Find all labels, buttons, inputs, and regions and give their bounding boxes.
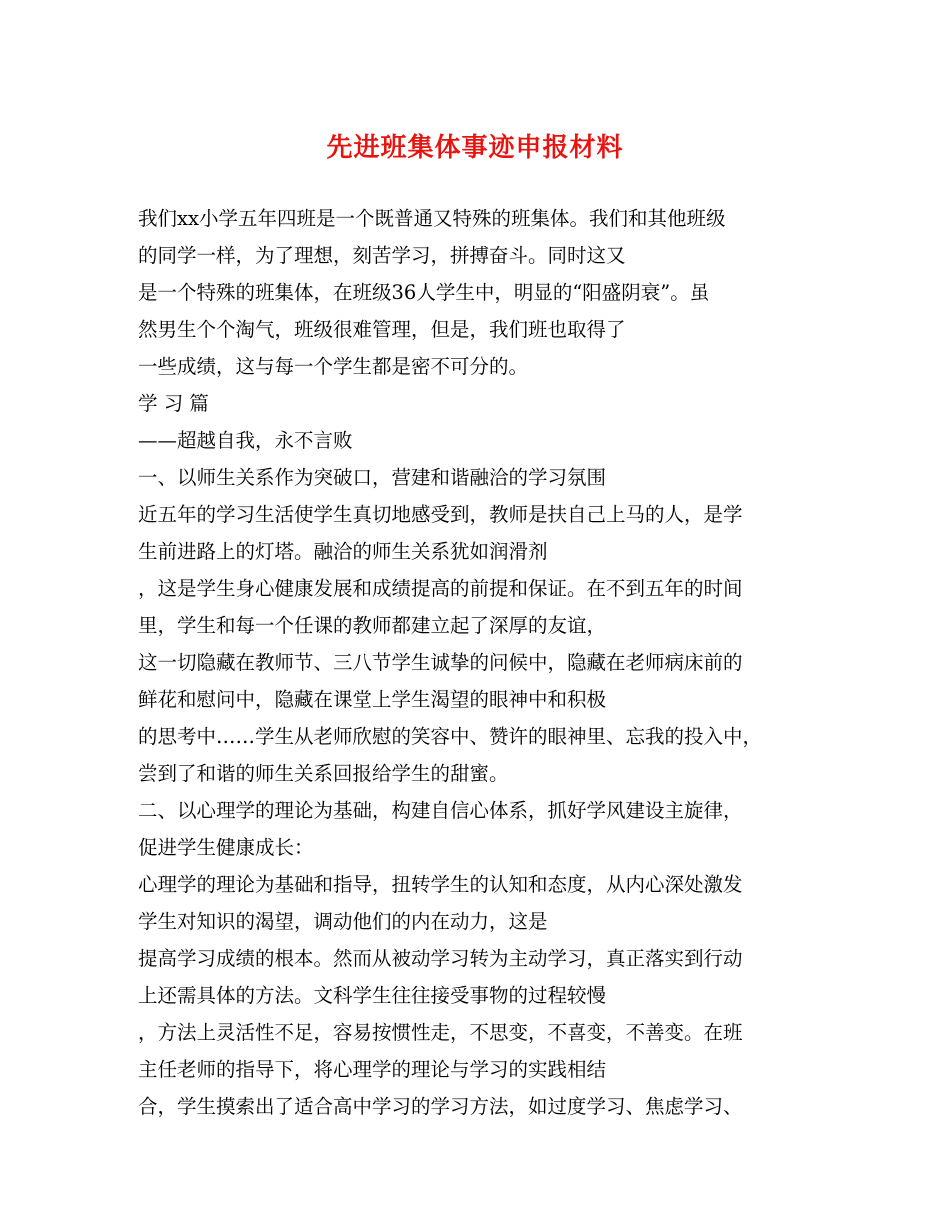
subsection-heading: 一、以师生关系作为突破口，营建和谐融洽的学习氛围 [138,466,607,489]
body-line: ，方法上灵活性不足，容易按惯性走，不思变，不喜变，不善变。在班 [138,1021,743,1044]
body-line: 然男生个个淘气，班级很难管理，但是，我们班也取得了 [138,318,626,341]
document-body [138,200,828,1125]
body-line: 生前进路上的灯塔。融洽的师生关系犹如润滑剂 [138,540,548,563]
body-line: 合，学生摸索出了适合高中学习的学习方法，如过度学习、焦虑学习、 [138,1095,743,1118]
document-title: 先进班集体事迹申报材料 [326,133,624,163]
body-line: 里，学生和每一个任课的教师都建立起了深厚的友谊， [138,614,607,637]
body-line: 学生对知识的渴望，调动他们的内在动力，这是 [138,910,548,933]
body-line: 我们xx小学五年四班是一个既普通又特殊的班集体。我们和其他班级 [138,207,726,230]
body-line: 上还需具体的方法。文科学生往往接受事物的过程较慢 [138,984,607,1007]
subsection-heading: 促进学生健康成长： [138,836,314,859]
section-subtitle: ——超越自我，永不言败 [138,429,353,452]
section-heading: 学 习 篇 [138,392,209,415]
body-line: 主任老师的指导下，将心理学的理论与学习的实践相结 [138,1058,607,1081]
body-line: ，这是学生身心健康发展和成绩提高的前提和保证。在不到五年的时间 [138,577,743,600]
subsection-heading: 二、以心理学的理论为基础，构建自信心体系，抓好学风建设主旋律， [138,799,743,822]
body-line: 的同学一样，为了理想，刻苦学习，拼搏奋斗。同时这又 [138,244,626,267]
body-line: 一些成绩，这与每一个学生都是密不可分的。 [138,355,529,378]
body-line: 这一切隐藏在教师节、三八节学生诚挚的问候中，隐藏在老师病床前的 [138,651,743,674]
body-line: 是一个特殊的班集体，在班级36人学生中，明显的“阳盛阴衰”。虽 [138,281,710,304]
body-line: 鲜花和慰问中，隐藏在课堂上学生渴望的眼神中和积极 [138,688,607,711]
body-line: 的思考中……学生从老师欣慰的笑容中、赞许的眼神里、忘我的投入中， [138,725,763,748]
body-line: 尝到了和谐的师生关系回报给学生的甜蜜。 [138,762,509,785]
body-line: 提高学习成绩的根本。然而从被动学习转为主动学习，真正落实到行动 [138,947,743,970]
body-line: 近五年的学习生活使学生真切地感受到，教师是扶自己上马的人，是学 [138,503,743,526]
body-line: 心理学的理论为基础和指导，扭转学生的认知和态度，从内心深处激发 [138,873,743,896]
